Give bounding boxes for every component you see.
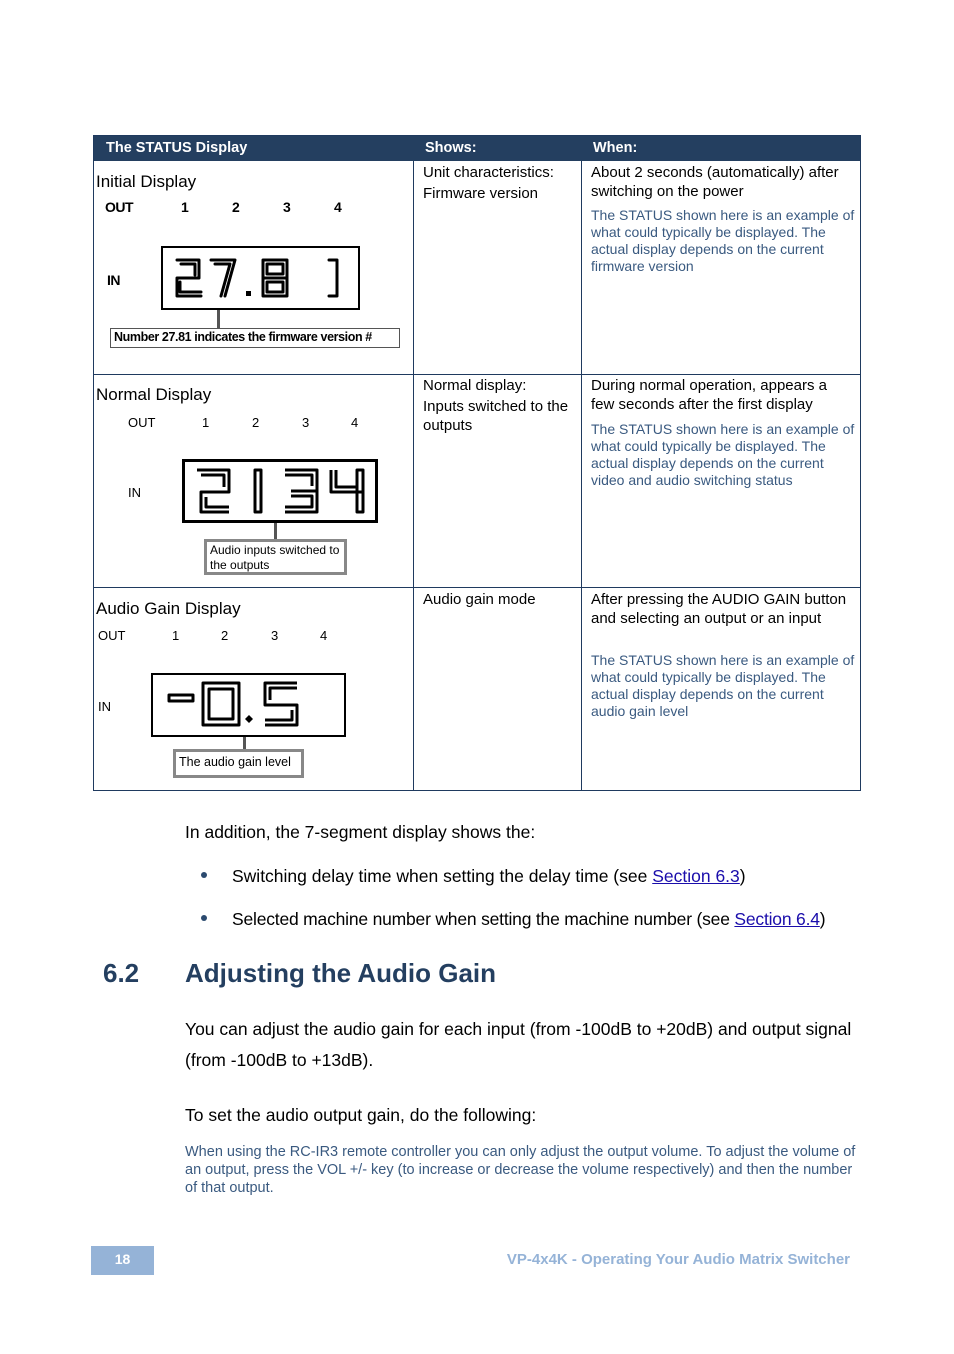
- when-text: During normal operation, appears a few seconds after the first display: [591, 377, 827, 413]
- callout-audio-gain: The audio gain level: [173, 749, 304, 778]
- section-title: Adjusting the Audio Gain: [185, 958, 497, 988]
- out-number: 3: [302, 415, 310, 430]
- seven-segment-display: [151, 673, 346, 737]
- when-text: After pressing the AUDIO GAIN button and selecting an output or an input: [591, 591, 847, 627]
- out-number: 1: [202, 415, 210, 430]
- out-number: 3: [283, 199, 291, 215]
- shows-line: Audio gain mode: [423, 591, 536, 608]
- display-title: Initial Display: [96, 172, 197, 191]
- out-number: 3: [271, 628, 279, 643]
- callout-firmware: Number 27.81 indicates the firmware version #: [110, 328, 400, 348]
- callout-stem: [274, 523, 277, 540]
- bullet-text: Selected machine number when setting the machine number (see: [232, 909, 735, 929]
- out-number: 2: [252, 415, 260, 430]
- header-shows: Shows:: [425, 140, 477, 156]
- display-title: Audio Gain Display: [96, 599, 241, 618]
- out-number: 4: [351, 415, 359, 430]
- column-divider: [413, 161, 414, 790]
- bullet-tail: ): [819, 909, 826, 929]
- callout-audio-inputs: Audio inputs switched to the outputs: [204, 539, 347, 575]
- column-divider: [581, 161, 582, 790]
- section-6-4-link[interactable]: Section 6.4: [734, 909, 820, 929]
- header-when: When:: [593, 140, 638, 156]
- header-status-display: The STATUS Display: [106, 140, 248, 156]
- bullet-tail: ): [739, 866, 746, 886]
- table-header: [94, 136, 860, 161]
- segment-digits-27-8-1: [163, 248, 358, 308]
- row-divider: [94, 374, 860, 375]
- section-number: 6.2: [103, 958, 140, 988]
- row-divider: [94, 587, 860, 588]
- bullet-icon: [201, 872, 207, 878]
- status-table: [93, 135, 861, 791]
- out-number: 4: [334, 199, 342, 215]
- page-number: 18: [91, 1246, 154, 1275]
- instruction-text: To set the audio output gain, do the following:: [185, 1105, 537, 1125]
- out-number: 1: [181, 199, 189, 215]
- in-label: IN: [128, 485, 141, 500]
- gain-range-text: You can adjust the audio gain for each input (from -100dB to +20dB) and output signal (from -100dB to +13dB).: [185, 1019, 852, 1070]
- seven-segment-display: [161, 246, 360, 310]
- when-text: About 2 seconds (automatically) after switching on the power: [591, 164, 839, 200]
- shows-line: Inputs switched to the outputs: [423, 398, 569, 434]
- shows-line: Firmware version: [423, 185, 539, 202]
- section-6-3-link[interactable]: Section 6.3: [652, 866, 740, 886]
- in-label: IN: [107, 272, 120, 288]
- shows-line: Normal display:: [423, 377, 527, 394]
- bullet-icon: [201, 915, 207, 921]
- callout-stem: [217, 310, 220, 328]
- out-number: 4: [320, 628, 328, 643]
- seven-segment-display: [182, 459, 378, 523]
- in-label: IN: [98, 699, 111, 714]
- out-number: 2: [232, 199, 240, 215]
- bullet-text: Switching delay time when setting the delay time (see: [232, 866, 653, 886]
- list-item: [232, 909, 825, 930]
- out-number: 1: [172, 628, 180, 643]
- display-title: Normal Display: [96, 385, 212, 404]
- out-label: OUT: [105, 199, 134, 215]
- status-note: The STATUS shown here is an example of what could typically be displayed. The actual display depends on the current audio gain level: [591, 652, 855, 719]
- status-note: The STATUS shown here is an example of what could typically be displayed. The actual display depends on the current video and audio switching status: [591, 421, 855, 488]
- list-item: [232, 866, 746, 887]
- segment-digits-2134: [185, 462, 375, 520]
- out-label: OUT: [98, 628, 126, 643]
- intro-text: In addition, the 7-segment display shows the:: [185, 822, 536, 842]
- shows-line: Unit characteristics:: [423, 164, 554, 181]
- footer-title: VP-4x4K - Operating Your Audio Matrix Switcher: [506, 1251, 850, 1268]
- out-label: OUT: [128, 415, 156, 430]
- out-number: 2: [221, 628, 229, 643]
- status-note: The STATUS shown here is an example of what could typically be displayed. The actual display depends on the current firmware version: [591, 207, 855, 274]
- remote-note: When using the RC-IR3 remote controller you can only adjust the output volume. To adjust the volume of an output, press the VOL +/- key (to increase or decrease the volume respectively) and then the number of that output.: [185, 1144, 856, 1196]
- segment-digits-minus-0-5: [153, 675, 344, 735]
